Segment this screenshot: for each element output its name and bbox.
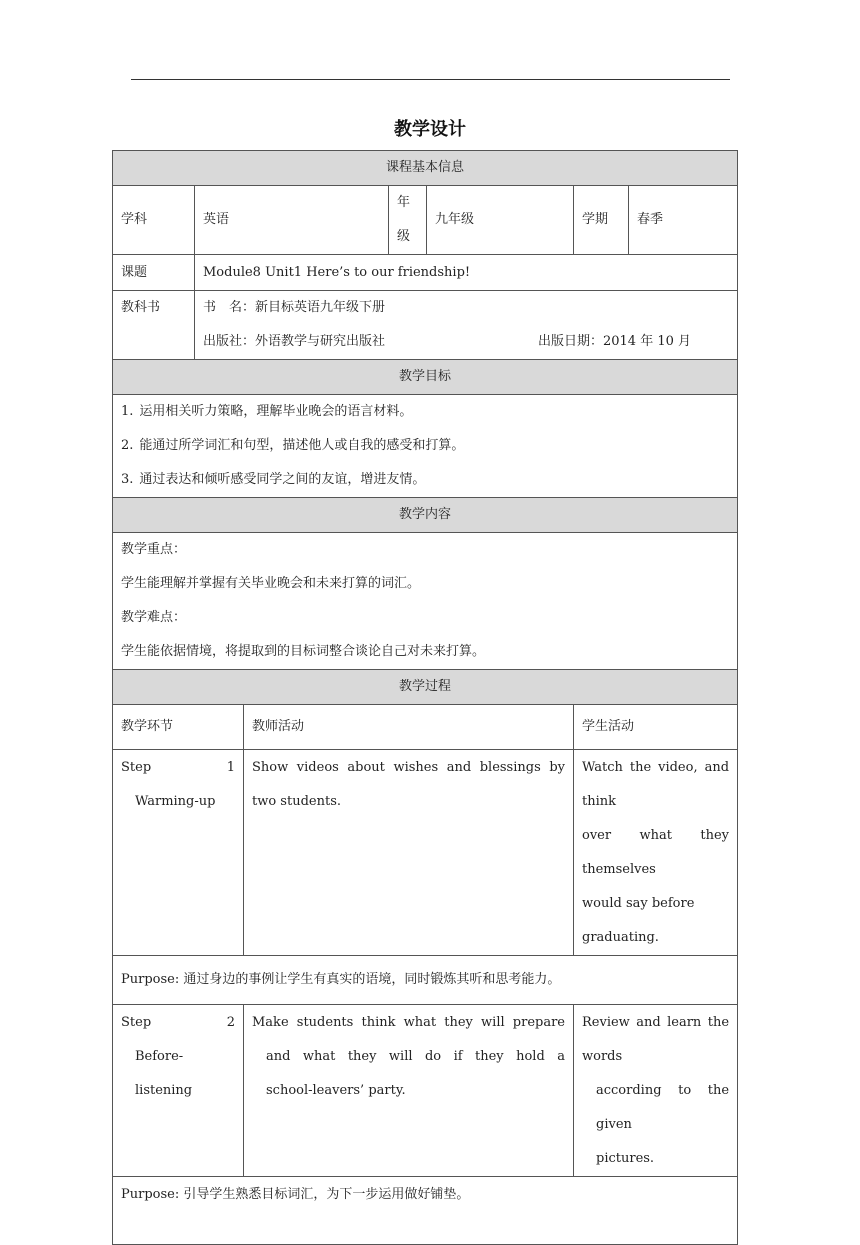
section-header-goals: 教学目标 — [113, 360, 738, 395]
section-header-content: 教学内容 — [113, 498, 738, 533]
book-name: 书 名：新目标英语九年级下册 — [203, 300, 386, 315]
publisher: 出版社：外语教学与研究出版社 — [203, 334, 386, 349]
student-activity: Watch the video, and think over what they themselves would say before graduating. — [574, 750, 738, 956]
column-header-teacher: 教师活动 — [244, 705, 574, 750]
key-point-text: 学生能理解并掌握有关毕业晚会和未来打算的词汇。 — [121, 576, 421, 591]
column-header-stage: 教学环节 — [113, 705, 244, 750]
textbook-info — [195, 291, 738, 360]
goal-item: 2. 能通过所学词汇和句型，描述他人或自我的感受和打算。 — [121, 438, 465, 453]
lesson-plan-table — [112, 150, 738, 1245]
section-header-basic-info: 课程基本信息 — [113, 151, 738, 186]
difficulty-label: 教学难点： — [121, 610, 187, 625]
textbook-label: 教科书 — [113, 291, 195, 360]
section-header-process: 教学过程 — [113, 670, 738, 705]
column-header-student: 学生活动 — [574, 705, 738, 750]
publication-date: 出版日期：2014 年 10 月 — [537, 334, 692, 349]
student-activity: Review and learn the words according to the given pictures. — [574, 1005, 738, 1177]
topic-value: Module8 Unit1 Here’s to our friendship! — [195, 255, 738, 291]
content-body — [113, 533, 738, 670]
document-title: 教学设计 — [394, 119, 466, 140]
grade-value: 九年级 — [427, 186, 574, 255]
goals-list — [113, 395, 738, 498]
topic-label: 课题 — [113, 255, 195, 291]
goal-item: 1. 运用相关听力策略，理解毕业晚会的语言材料。 — [121, 404, 413, 419]
teacher-activity: Make students think what they will prepare and what they will do if they hold a school-leavers’ party. — [244, 1005, 574, 1177]
step-cell: Step 1 Warming-up — [113, 750, 244, 956]
term-value: 春季 — [629, 186, 738, 255]
step-cell: Step 2 Before-listening — [113, 1005, 244, 1177]
purpose-text: Purpose: 引导学生熟悉目标词汇，为下一步运用做好铺垫。 — [113, 1177, 738, 1245]
grade-label: 年级 — [389, 186, 427, 255]
difficulty-text: 学生能依据情境，将提取到的目标词整合谈论自己对未来打算。 — [121, 644, 486, 659]
step-name: Before-listening — [135, 1049, 193, 1098]
teacher-activity: Show videos about wishes and blessings by two students. — [244, 750, 574, 956]
goal-item: 3. 通过表达和倾听感受同学之间的友谊，增进友情。 — [121, 472, 426, 487]
term-label: 学期 — [574, 186, 629, 255]
purpose-text: Purpose: 通过身边的事例让学生有真实的语境，同时锻炼其听和思考能力。 — [113, 956, 738, 1005]
header-rule — [131, 79, 730, 80]
subject-value: 英语 — [195, 186, 389, 255]
step-name: Warming-up — [135, 794, 216, 809]
subject-label: 学科 — [113, 186, 195, 255]
key-point-label: 教学重点： — [121, 542, 187, 557]
